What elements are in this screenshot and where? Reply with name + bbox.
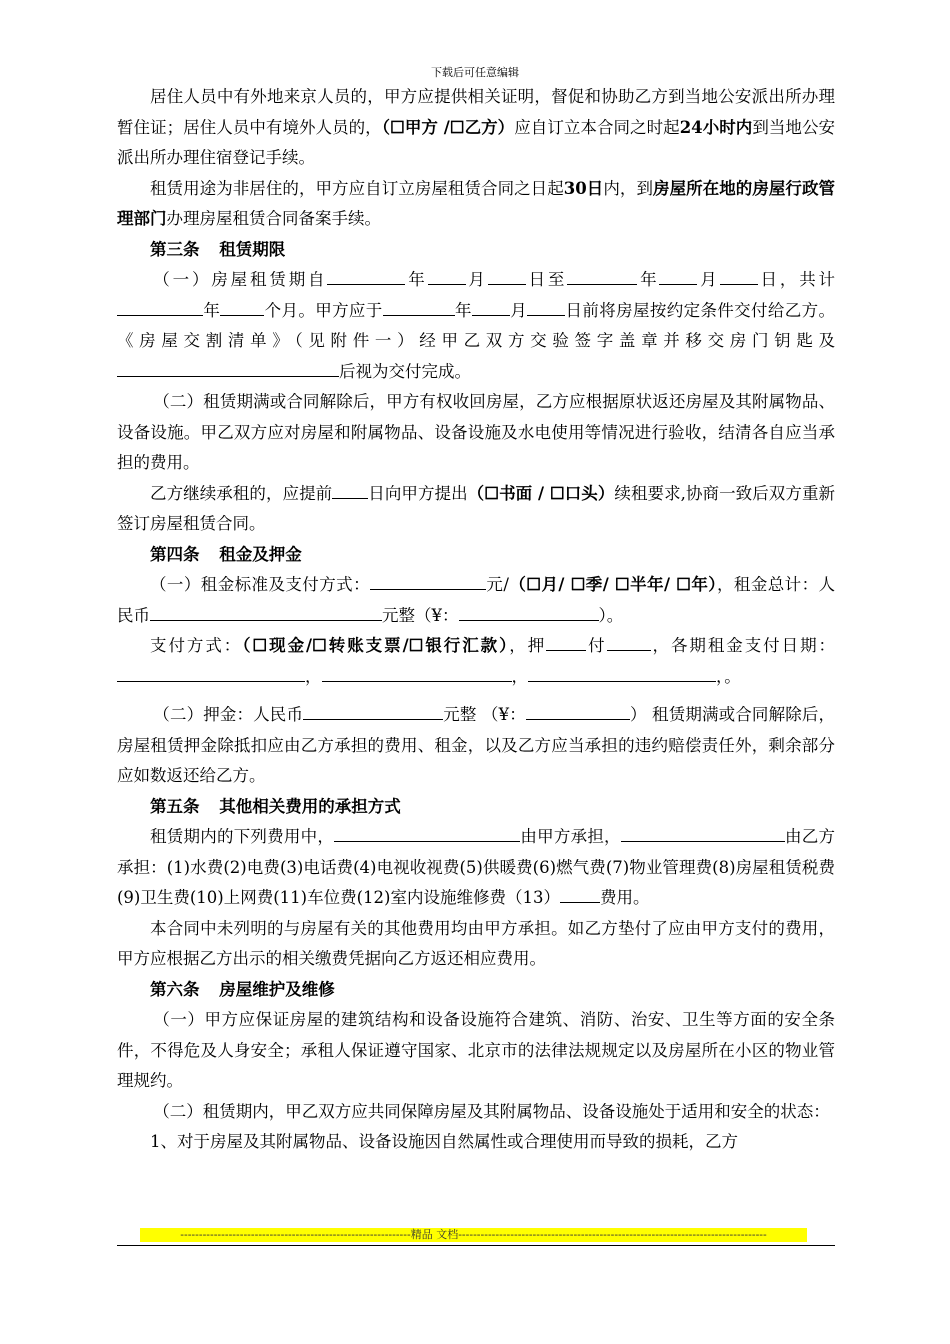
blank-pay-date-2[interactable] [322, 663, 512, 682]
header-note: 下载后可任意编辑 [431, 66, 519, 79]
blank-end-year[interactable] [567, 266, 637, 285]
art5-clause-2: 本合同中未列明的与房屋有关的其他费用均由甲方承担。如乙方垫付了应由甲方支付的费用，甲方应根据乙方出示的相关缴费凭据向乙方返还相应费用。 [117, 918, 835, 968]
art3-clause-1: （一）房屋租赁期自 年 月 日至 年 月 日，共计年 个月。甲方应于 年 月 日前将房屋按约定条件交付给乙方。《房屋交割清单》（见附件一）经甲乙双方交验签字盖章并移交房门钥匙及后视为交付完成。 [117, 265, 835, 387]
art4-deposit: （二）押金：人民币 元整 （¥： ） 租赁期满或合同解除后，房屋租赁押金除抵扣应由乙方承担的费用、租金，以及乙方应当承担的违约赔偿责任外，剩余部分应如数返还给乙方。 [117, 700, 835, 792]
blank-rent-standard[interactable] [370, 571, 486, 590]
blank-rent-total[interactable] [150, 602, 382, 621]
footer-rule [117, 1245, 835, 1246]
blank-delivery-year[interactable] [383, 297, 455, 316]
blank-pay-date-1[interactable] [117, 663, 305, 682]
art5-clause-1: 租赁期内的下列费用中， 由甲方承担， 由乙方承担：(1)水费(2)电费(3)电话费(4)电视收视费(5)供暖费(6)燃气费(7)物业管理费(8)房屋租赁税费(9)卫生费(10)上网费(11)车位费(12)室内设施维修费（13） 费用。 [117, 822, 835, 914]
art6-clause-2: （二）租赁期内，甲乙双方应共同保障房屋及其附属物品、设备设施处于适用和安全的状态： [153, 1101, 830, 1121]
article-4-title: 第四条 租金及押金 [150, 544, 302, 564]
paragraph-non-residential: 租赁用途为非居住的，甲方应自订立房屋租赁合同之日起30日内，到房屋所在地的房屋行政管理部门办理房屋租赁合同备案手续。 [117, 178, 836, 228]
footer-label: 精品 文档 [410, 1228, 459, 1241]
blank-total-months[interactable] [220, 297, 264, 316]
document-body [117, 82, 835, 1158]
blank-other-fee[interactable] [560, 884, 600, 903]
blank-end-month[interactable] [659, 266, 697, 285]
blank-pay-months[interactable] [607, 632, 651, 651]
art3-renewal: 乙方继续承租的，应提前 日向甲方提出（☐书面 / ☐口头）续租要求,协商一致后双方重新签订房屋租赁合同。 [117, 479, 835, 540]
blank-deposit-amount[interactable] [303, 701, 443, 720]
art6-clause-1: （一）甲方应保证房屋的建筑结构和设备设施符合建筑、消防、治安、卫生等方面的安全条件，不得危及人身安全；承租人保证遵守国家、北京市的法律法规规定以及房屋所在小区的物业管理规约。 [117, 1010, 835, 1090]
blank-party-b-fees[interactable] [621, 823, 785, 842]
blank-pay-date-3[interactable] [528, 663, 716, 682]
blank-rent-total-number[interactable] [459, 602, 599, 621]
blank-end-day[interactable] [720, 266, 758, 285]
blank-renewal-days[interactable] [332, 480, 368, 499]
blank-party-a-fees[interactable] [334, 823, 520, 842]
article-6-title: 第六条 房屋维护及维修 [150, 979, 335, 999]
art6-clause-3: 1、对于房屋及其附属物品、设备设施因自然属性或合理使用而导致的损耗，乙方 [150, 1132, 738, 1151]
art3-clause-2: （二）租赁期满或合同解除后，甲方有权收回房屋，乙方应根据原状返还房屋及其附属物品、设备设施。甲乙双方应对房屋和附属物品、设备设施及水电使用等情况进行验收，结清各自应当承担的费用。 [117, 392, 835, 472]
blank-deposit-months[interactable] [546, 632, 586, 651]
blank-start-month[interactable] [428, 266, 466, 285]
art4-payment: 支付方式：（☐现金/☐转账支票/☐银行汇款），押 付 ，各期租金支付日期：， ， ，。 [117, 631, 835, 692]
blank-keys[interactable] [117, 358, 339, 377]
footer-banner: --------------------------------------------------------------精品 文档----------------------------------------------------------------------------------- [140, 1228, 807, 1242]
blank-total-years[interactable] [117, 297, 203, 316]
blank-deposit-number[interactable] [526, 701, 630, 720]
art4-clause-1: （一）租金标准及支付方式： 元/（☐月/ ☐季/ ☐半年/ ☐年），租金总计：人民币 元整（¥： ）。 [117, 570, 835, 631]
article-3-title: 第三条 租赁期限 [150, 239, 286, 259]
blank-delivery-day[interactable] [527, 297, 565, 316]
article-5-title: 第五条 其他相关费用的承担方式 [150, 796, 401, 816]
blank-start-year[interactable] [327, 266, 405, 285]
paragraph-residents: 居住人员中有外地来京人员的，甲方应提供相关证明，督促和协助乙方到当地公安派出所办理暂住证；居住人员中有境外人员的，（☐甲方 /☐乙方）应自订立本合同之时起24小时内到当地公安派出所办理住宿登记手续。 [117, 87, 836, 167]
blank-delivery-month[interactable] [472, 297, 510, 316]
blank-start-day[interactable] [488, 266, 526, 285]
